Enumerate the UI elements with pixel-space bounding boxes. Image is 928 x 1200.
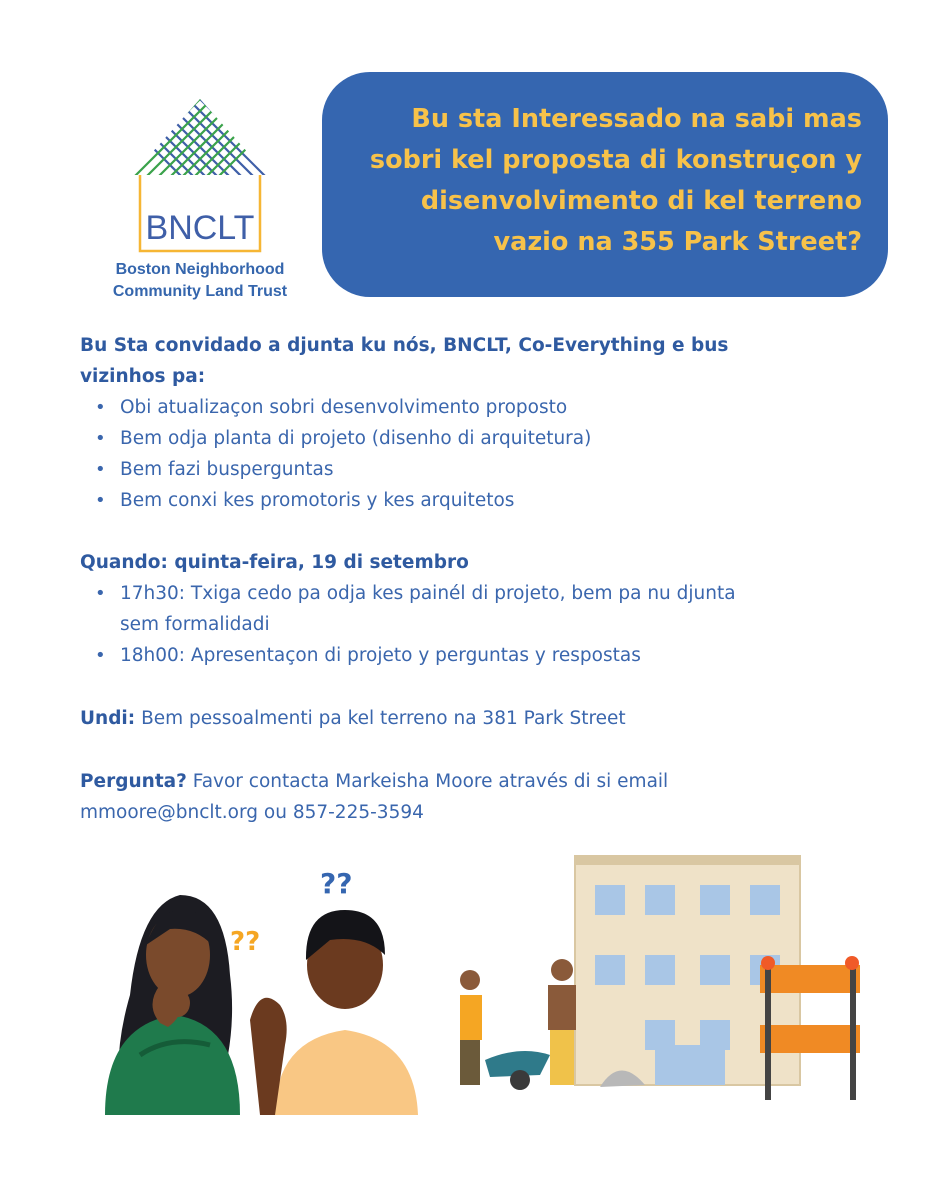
construction-worker-icon <box>460 970 550 1090</box>
question-marks-orange: ?? <box>230 927 261 957</box>
logo-organization-name: Boston Neighborhood Community Land Trust <box>112 261 288 300</box>
list-item: • Bem conxi kes promotoris y kes arquitetos <box>80 485 870 516</box>
boy-figure-icon <box>250 910 418 1115</box>
headline: Bu sta Interessado na sabi mas sobri kel proposta di konstruçon y disenvolvimento di kel terreno vazio na 355 Park Street? <box>369 104 862 257</box>
woman-figure-icon <box>105 895 240 1115</box>
neighbors-and-construction-illustration <box>100 855 870 1115</box>
schedule-list <box>80 578 870 671</box>
bnclt-logo <box>100 95 300 310</box>
headline-banner <box>322 72 888 297</box>
construction-worker-icon <box>548 959 576 1085</box>
contact-info: mmoore@bnclt.org ou 857-225-3594 <box>80 802 424 823</box>
event-details <box>80 330 870 828</box>
list-item: • Obi atualizaçon sobri desenvolvimento proposto <box>80 392 870 423</box>
question-line: Pergunta? Favor contacta Markeisha Moore através di si email mmoore@bnclt.org ou 857-225-3594 <box>80 771 669 823</box>
where-line: Undi: Bem pessoalmenti pa kel terreno na 381 Park Street <box>80 708 626 729</box>
list-item: • Bem odja planta di projeto (disenho di arquitetura) <box>80 423 870 454</box>
question-marks-blue: ?? <box>320 867 353 900</box>
schedule-item: • 18h00: Apresentaçon di projeto y perguntas y respostas <box>80 640 870 671</box>
illustration <box>100 855 870 1115</box>
logo-house-grid-icon <box>120 95 280 255</box>
invitation-list <box>80 392 870 516</box>
invitation-intro: Bu Sta convidado a djunta ku nós, BNCLT, Co-Everything e bus vizinhos pa: <box>80 335 729 387</box>
list-item: • Bem fazi busperguntas <box>80 454 870 485</box>
when-heading: Quando: quinta-feira, 19 di setembro <box>80 552 469 573</box>
logo-abbr: BNCLT <box>145 209 255 247</box>
schedule-item: • 17h30: Txiga cedo pa odja kes painél di projeto, bem pa nu djunta sem formalidadi <box>80 578 870 640</box>
